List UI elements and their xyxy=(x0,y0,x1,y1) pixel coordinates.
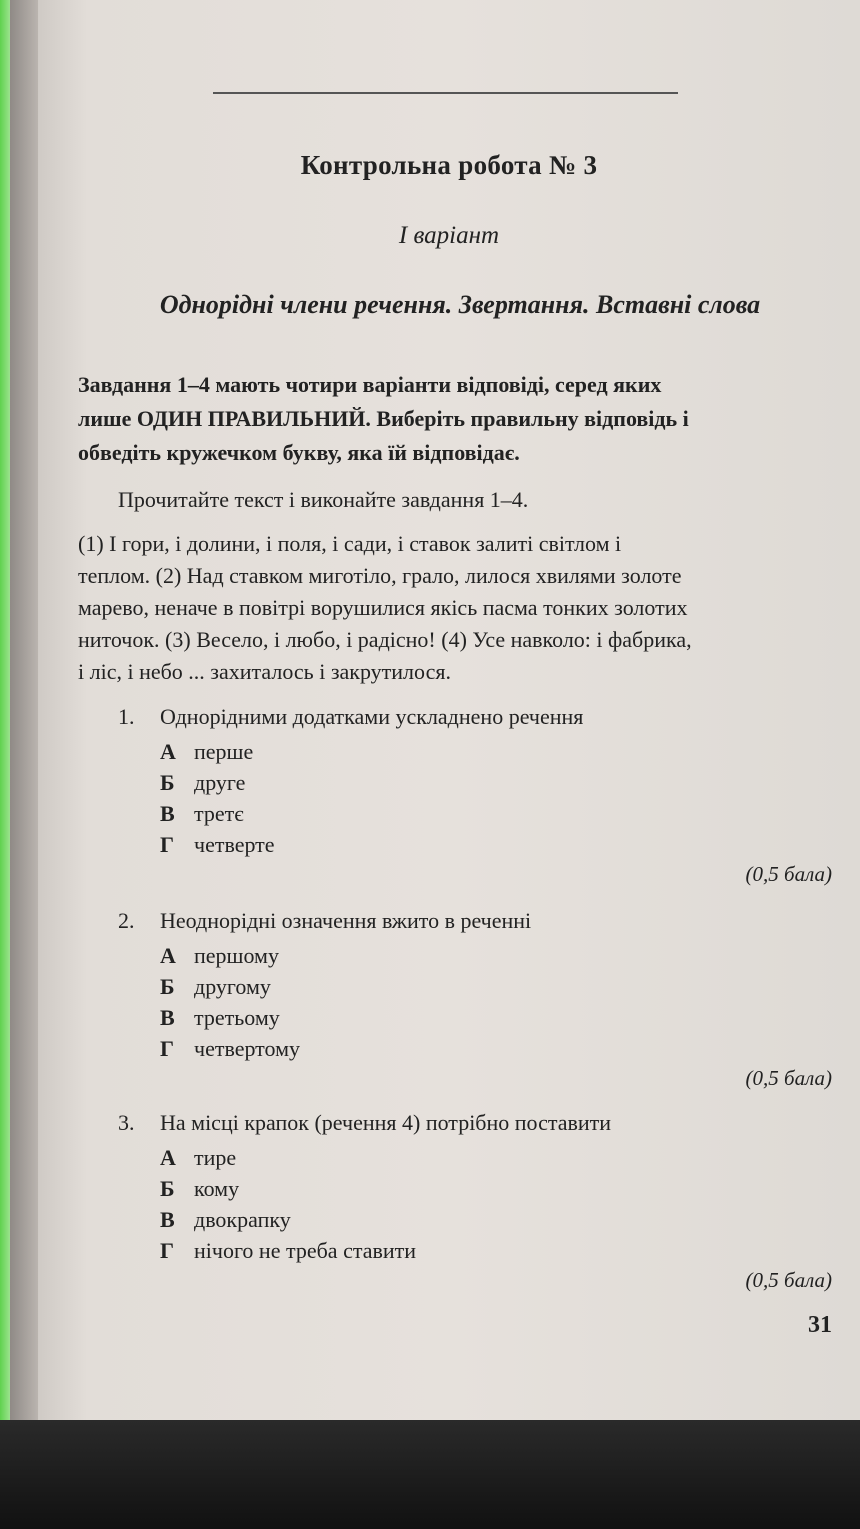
text-line: і ліс, і небо ... захиталось і закрутилося. xyxy=(78,659,451,684)
option-text: третьому xyxy=(194,1005,280,1030)
variant-label: І варіант xyxy=(398,222,500,249)
option-letter: В xyxy=(160,1207,175,1232)
page-number: 31 xyxy=(808,1312,832,1338)
question-number: 1. xyxy=(118,704,135,729)
option-text: четвертому xyxy=(194,1036,301,1061)
option-v[interactable] xyxy=(160,1002,838,1033)
page-title: Контрольна робота № 3 xyxy=(300,150,598,180)
option-text: третє xyxy=(194,801,244,826)
option-letter: А xyxy=(160,943,176,968)
option-a[interactable] xyxy=(160,940,838,971)
option-text: першому xyxy=(194,943,279,968)
reading-text xyxy=(78,528,838,688)
score-label: (0,5 бала) xyxy=(745,1268,832,1292)
question-text: Однорідними додатками ускладнено речення xyxy=(160,704,584,729)
score-label: (0,5 бала) xyxy=(745,1066,832,1090)
text-line: теплом. (2) Над ставком миготіло, грало, лилося хвилями золоте xyxy=(78,563,682,588)
question-2 xyxy=(118,908,838,1064)
option-v[interactable] xyxy=(160,1204,838,1235)
question-3 xyxy=(118,1110,838,1266)
option-letter: В xyxy=(160,1005,175,1030)
options-list xyxy=(160,1142,838,1266)
option-letter: В xyxy=(160,801,175,826)
question-number: 2. xyxy=(118,908,135,933)
topic-heading: Однорідні члени речення. Звертання. Вставні слова xyxy=(159,290,761,319)
option-letter: Б xyxy=(160,770,175,795)
option-v[interactable] xyxy=(160,798,838,829)
question-text: Неоднорідні означення вжито в реченні xyxy=(160,908,532,933)
option-b[interactable] xyxy=(160,1173,838,1204)
option-letter: Г xyxy=(160,832,174,857)
background-shadow xyxy=(0,1420,860,1529)
page-edge-highlight xyxy=(0,0,10,1420)
option-letter: Б xyxy=(160,1176,175,1201)
option-letter: Г xyxy=(160,1238,174,1263)
text-line: ниточок. (3) Весело, і любо, і радісно! (4) Усе навколо: і фабрика, xyxy=(78,627,692,652)
option-b[interactable] xyxy=(160,971,838,1002)
option-g[interactable] xyxy=(160,1235,838,1266)
question-number: 3. xyxy=(118,1110,135,1135)
options-list xyxy=(160,940,838,1064)
option-text: другому xyxy=(194,974,271,999)
option-text: кому xyxy=(194,1176,240,1201)
option-g[interactable] xyxy=(160,1033,838,1064)
question-text: На місці крапок (речення 4) потрібно поставити xyxy=(160,1110,612,1135)
option-letter: А xyxy=(160,739,176,764)
option-text: друге xyxy=(194,770,246,795)
instructions-line: лише ОДИН ПРАВИЛЬНИЙ. Виберіть правильну відповідь і xyxy=(78,406,689,431)
option-a[interactable] xyxy=(160,1142,838,1173)
question-1 xyxy=(118,704,838,860)
option-letter: Б xyxy=(160,974,175,999)
option-text: четверте xyxy=(194,832,275,857)
option-b[interactable] xyxy=(160,767,838,798)
header-rule xyxy=(213,92,678,94)
read-prompt: Прочитайте текст і виконайте завдання 1–4. xyxy=(118,487,529,512)
option-letter: Г xyxy=(160,1036,174,1061)
instructions xyxy=(78,368,833,470)
text-line: (1) І гори, і долини, і поля, і сади, і ставок залиті світлом і xyxy=(78,531,622,556)
option-text: нічого не треба ставити xyxy=(194,1238,417,1263)
option-text: тире xyxy=(194,1145,237,1170)
option-g[interactable] xyxy=(160,829,838,860)
score-label: (0,5 бала) xyxy=(745,862,832,886)
book-page xyxy=(38,0,860,1440)
instructions-line: Завдання 1–4 мають чотири варіанти відповіді, серед яких xyxy=(78,372,662,397)
option-text: двокрапку xyxy=(194,1207,291,1232)
option-a[interactable] xyxy=(160,736,838,767)
text-line: марево, неначе в повітрі ворушилися якісь пасма тонких золотих xyxy=(78,595,688,620)
option-text: перше xyxy=(194,739,254,764)
instructions-line: обведіть кружечком букву, яка їй відповідає. xyxy=(78,440,520,465)
facing-page-edge xyxy=(10,0,40,1430)
options-list xyxy=(160,736,838,860)
option-letter: А xyxy=(160,1145,176,1170)
